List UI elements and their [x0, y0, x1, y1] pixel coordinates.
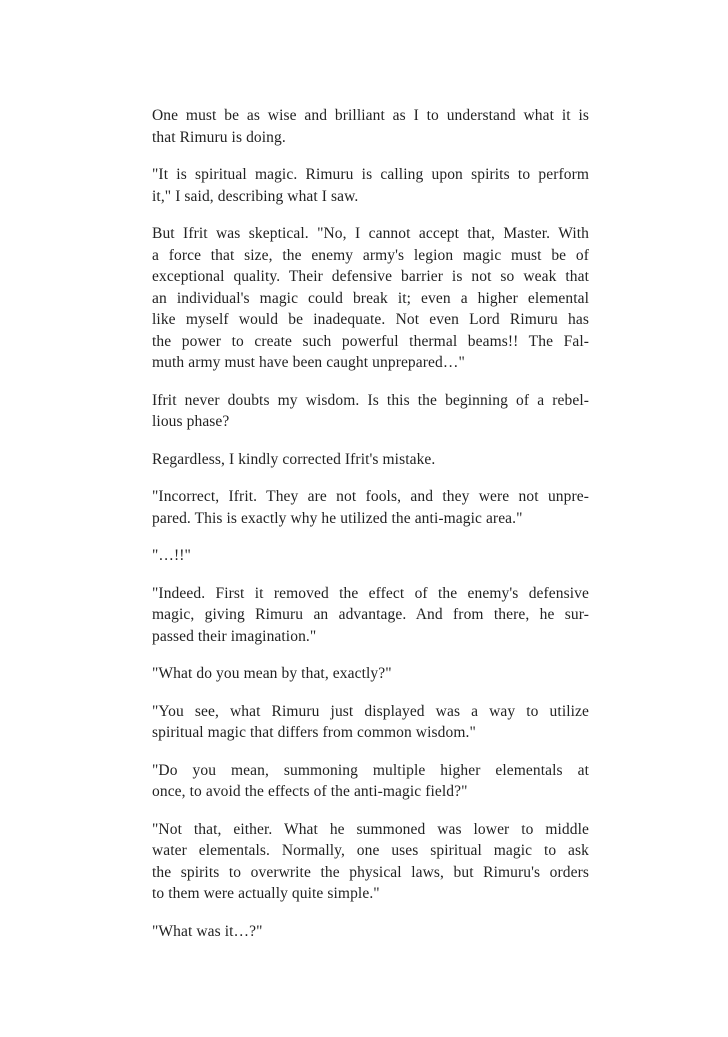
- text-line: exceptional quality. Their defensive barrier is not so weak that: [152, 268, 589, 285]
- text-line: spiritual magic that differs from common wisdom.": [152, 724, 476, 741]
- text-line: the spirits to overwrite the physical laws, but Rimuru's orders: [152, 863, 589, 881]
- paragraph: [152, 223, 589, 374]
- paragraph: [152, 921, 589, 943]
- text-line: But Ifrit was skeptical. "No, I cannot accept that, Master. With: [152, 225, 589, 242]
- text-line: like myself would be inadequate. Not even Lord Rimuru has: [152, 311, 589, 328]
- paragraph: [152, 760, 589, 803]
- paragraph: [152, 545, 589, 567]
- text-line: a force that size, the enemy army's legion magic must be of: [152, 246, 589, 264]
- paragraph: [152, 663, 589, 685]
- paragraph: [152, 105, 589, 148]
- text-line: it," I said, describing what I saw.: [152, 187, 359, 205]
- text-line: pared. This is exactly why he utilized the anti-magic area.": [152, 509, 523, 527]
- text-line: an individual's magic could break it; even a higher elemental: [152, 289, 589, 307]
- paragraph: [152, 390, 589, 433]
- text-line: "What was it…?": [152, 922, 263, 940]
- text-line: passed their imagination.": [152, 627, 317, 645]
- text-line: "Do you mean, summoning multiple higher elementals at: [152, 761, 589, 779]
- text-line: "It is spiritual magic. Rimuru is calling upon spirits to perform: [152, 166, 589, 183]
- text-line: Regardless, I kindly corrected Ifrit's mistake.: [152, 450, 436, 468]
- text-line: "You see, what Rimuru just displayed was a way to utilize: [152, 702, 589, 720]
- text-line: magic, giving Rimuru an advantage. And from there, he sur-: [152, 606, 589, 623]
- text-line: lious phase?: [152, 413, 230, 430]
- text-line: "…!!": [152, 547, 191, 564]
- paragraph: [152, 819, 589, 905]
- text-line: the power to create such powerful thermal beams!! The Fal-: [152, 332, 589, 350]
- text-line: muth army must have been caught unprepared…": [152, 354, 465, 371]
- paragraph: [152, 449, 589, 471]
- text-line: to them were actually quite simple.": [152, 885, 380, 902]
- paragraph: [152, 583, 589, 648]
- text-line: water elementals. Normally, one uses spiritual magic to ask: [152, 842, 589, 859]
- text-line: One must be as wise and brilliant as I to understand what it is: [152, 107, 589, 124]
- paragraph: [152, 164, 589, 207]
- text-line: "Not that, either. What he summoned was lower to middle: [152, 820, 589, 838]
- text-line: "What do you mean by that, exactly?": [152, 665, 392, 682]
- paragraph: [152, 486, 589, 529]
- text-column: [152, 105, 589, 958]
- text-line: "Indeed. First it removed the effect of the enemy's defensive: [152, 584, 589, 602]
- text-line: Ifrit never doubts my wisdom. Is this the beginning of a rebel-: [152, 391, 589, 409]
- text-line: that Rimuru is doing.: [152, 128, 286, 146]
- paragraph: [152, 701, 589, 744]
- text-line: once, to avoid the effects of the anti-magic field?": [152, 783, 468, 800]
- text-line: "Incorrect, Ifrit. They are not fools, and they were not unpre-: [152, 488, 589, 505]
